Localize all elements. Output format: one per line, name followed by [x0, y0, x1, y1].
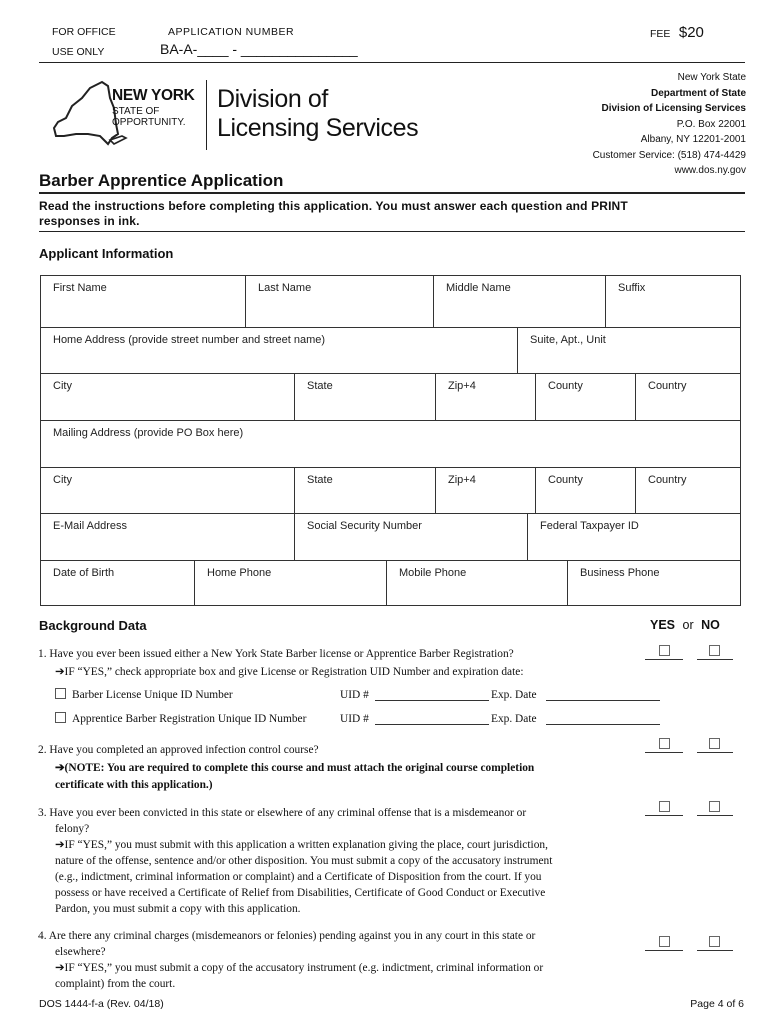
question-3: 3. Have you ever been convicted in this state or elsewhere of any criminal offense that is a misdemeanor or	[38, 807, 527, 819]
apprentice-registration-checkbox[interactable]	[55, 712, 66, 723]
question-4-line: elsewhere?	[55, 946, 106, 958]
q2-yes-underline	[645, 752, 683, 753]
application-number-label: APPLICATION NUMBER	[168, 26, 295, 38]
q1-no-checkbox[interactable]	[709, 645, 720, 656]
address-line: New York State	[677, 72, 746, 83]
q2-no-underline	[697, 752, 733, 753]
uid-label-2: UID #	[340, 713, 369, 725]
contact-row	[41, 513, 740, 561]
home-address-field[interactable]: Home Address (provide street number and street name)	[53, 334, 326, 346]
mailing-city-field[interactable]: City	[53, 474, 72, 486]
mailing-state-field[interactable]: State	[294, 468, 435, 514]
mailing-country-field[interactable]: Country	[635, 468, 740, 514]
barber-license-option	[55, 687, 233, 704]
or-header: or	[682, 618, 694, 632]
q4-yes-underline	[645, 950, 683, 951]
county-field[interactable]: County	[535, 374, 635, 421]
q1-no-underline	[697, 659, 733, 660]
question-3-line: felony?	[55, 823, 90, 835]
q4-yes-checkbox[interactable]	[659, 936, 670, 947]
city-field[interactable]: City	[53, 380, 72, 392]
question-3-line: (e.g., indictment, criminal information or complaint) and a Certificate of Disposition from the court. If you	[55, 871, 542, 883]
date-of-birth-field[interactable]: Date of Birth	[53, 567, 115, 579]
q1-yes-checkbox[interactable]	[659, 645, 670, 656]
address-line: Albany, NY 12201-2001	[640, 134, 746, 145]
background-heading: Background Data	[39, 618, 147, 633]
q1-yes-underline	[645, 659, 683, 660]
last-name-field[interactable]: Last Name	[245, 276, 433, 327]
exp-label-1: Exp. Date	[491, 689, 537, 701]
applicant-heading: Applicant Information	[39, 246, 174, 261]
q2-yes-checkbox[interactable]	[659, 738, 670, 749]
fee-label: FEE	[650, 28, 671, 40]
name-row	[41, 276, 740, 327]
mailing-address-field[interactable]: Mailing Address (provide PO Box here)	[53, 427, 244, 439]
title-divider	[39, 192, 745, 194]
applicant-grid	[40, 275, 741, 606]
question-2: 2. Have you completed an approved infection control course?	[38, 744, 319, 756]
yes-header: YES	[650, 618, 676, 632]
form-title: Barber Apprentice Application	[39, 171, 284, 190]
q3-no-checkbox[interactable]	[709, 801, 720, 812]
address-line: Division of Licensing Services	[601, 103, 746, 114]
phone-row	[41, 560, 740, 605]
address-line: P.O. Box 22001	[676, 118, 746, 130]
website-link[interactable]: www.dos.ny.gov	[674, 165, 746, 176]
division-title-2: Licensing Services	[217, 114, 419, 142]
first-name-field[interactable]: First Name	[53, 282, 107, 294]
office-use-label-1: FOR OFFICE	[52, 26, 116, 38]
barber-license-label: Barber License Unique ID Number	[72, 689, 233, 701]
ny-logo-text-3: OPPORTUNITY.	[112, 117, 186, 128]
question-4-line: ➔IF “YES,” you must submit a copy of the accusatory instrument (e.g. indictment, criminal information or	[55, 962, 544, 974]
application-number-field[interactable]: BA-A-____ - _______________	[160, 41, 358, 57]
middle-name-field[interactable]: Middle Name	[433, 276, 605, 327]
logo-divider	[206, 80, 207, 150]
q2-no-checkbox[interactable]	[709, 738, 720, 749]
mailing-county-field[interactable]: County	[535, 468, 635, 514]
email-field[interactable]: E-Mail Address	[53, 520, 127, 532]
yes-no-header	[650, 618, 720, 632]
business-phone-field[interactable]: Business Phone	[567, 561, 740, 605]
question-1: 1. Have you ever been issued either a New York State Barber license or Apprentice Barber Registration?	[38, 648, 514, 660]
ssn-field[interactable]: Social Security Number	[294, 514, 527, 561]
question-2-note: ➔(NOTE: You are required to complete this course and must attach the original course completion	[55, 762, 535, 774]
mailing-zip-field[interactable]: Zip+4	[435, 468, 535, 514]
question-1-if: ➔IF “YES,” check appropriate box and give License or Registration UID Number and expiration date:	[55, 666, 524, 678]
q3-yes-underline	[645, 815, 683, 816]
instructions-line: responses in ink.	[39, 214, 140, 228]
country-field[interactable]: Country	[635, 374, 740, 421]
question-3-line: ➔IF “YES,” you must submit with this application a written explanation giving the place, court jurisdiction,	[55, 839, 548, 851]
q3-no-underline	[697, 815, 733, 816]
barber-exp-date-input[interactable]	[546, 700, 660, 701]
ny-logo-text-2: STATE OF	[112, 106, 160, 117]
question-4: 4. Are there any criminal charges (misdemeanors or felonies) pending against you in any court in this state or	[38, 930, 536, 942]
mobile-phone-field[interactable]: Mobile Phone	[386, 561, 567, 605]
state-field[interactable]: State	[294, 374, 435, 421]
fee-box	[650, 24, 704, 42]
apprentice-exp-date-input[interactable]	[546, 724, 660, 725]
instructions-line: Read the instructions before completing this application. You must answer each question and PRINT	[39, 199, 628, 213]
header-divider	[39, 62, 745, 63]
address-line: Customer Service: (518) 474-4429	[592, 149, 746, 161]
mailing-city-row	[41, 467, 740, 514]
instructions	[39, 199, 628, 229]
apprentice-uid-input[interactable]	[375, 724, 489, 725]
q4-no-checkbox[interactable]	[709, 936, 720, 947]
instructions-divider	[39, 231, 745, 232]
apprentice-registration-option	[55, 711, 306, 728]
question-4-line: complaint) from the court.	[55, 978, 176, 990]
zip-field[interactable]: Zip+4	[435, 374, 535, 421]
suite-field[interactable]: Suite, Apt., Unit	[517, 328, 740, 374]
barber-license-checkbox[interactable]	[55, 688, 66, 699]
ny-logo-text-1: NEW YORK	[112, 87, 195, 104]
address-line: Department of State	[650, 87, 746, 99]
agency-address	[593, 70, 746, 179]
uid-label-1: UID #	[340, 689, 369, 701]
q4-no-underline	[697, 950, 733, 951]
form-id: DOS 1444-f-a (Rev. 04/18)	[39, 998, 164, 1010]
apprentice-registration-label: Apprentice Barber Registration Unique ID Number	[72, 713, 307, 725]
exp-label-2: Exp. Date	[491, 713, 537, 725]
question-3-line: possess or have received a Certificate of Relief from Disabilities, Certificate of Good Conduct or Executive	[55, 887, 546, 899]
home-address-row	[41, 327, 740, 374]
page-number: Page 4 of 6	[690, 998, 744, 1010]
barber-uid-input[interactable]	[375, 700, 489, 701]
home-city-row	[41, 373, 740, 421]
mailing-address-row	[41, 420, 740, 468]
question-3-line: nature of the offense, sentence and/or other disposition. You must submit a copy of the accusatory instrument	[55, 855, 553, 867]
federal-taxpayer-id-field[interactable]: Federal Taxpayer ID	[527, 514, 740, 561]
division-title-1: Division of	[217, 85, 328, 113]
no-header: NO	[701, 618, 720, 632]
question-3-line: Pardon, you must submit a copy with this application.	[55, 903, 301, 915]
fee-value: $20	[678, 24, 704, 41]
suffix-field[interactable]: Suffix	[605, 276, 740, 327]
home-phone-field[interactable]: Home Phone	[194, 561, 386, 605]
question-2-note-cont: certificate with this application.)	[55, 779, 213, 791]
office-use-label-2: USE ONLY	[52, 46, 105, 58]
q3-yes-checkbox[interactable]	[659, 801, 670, 812]
